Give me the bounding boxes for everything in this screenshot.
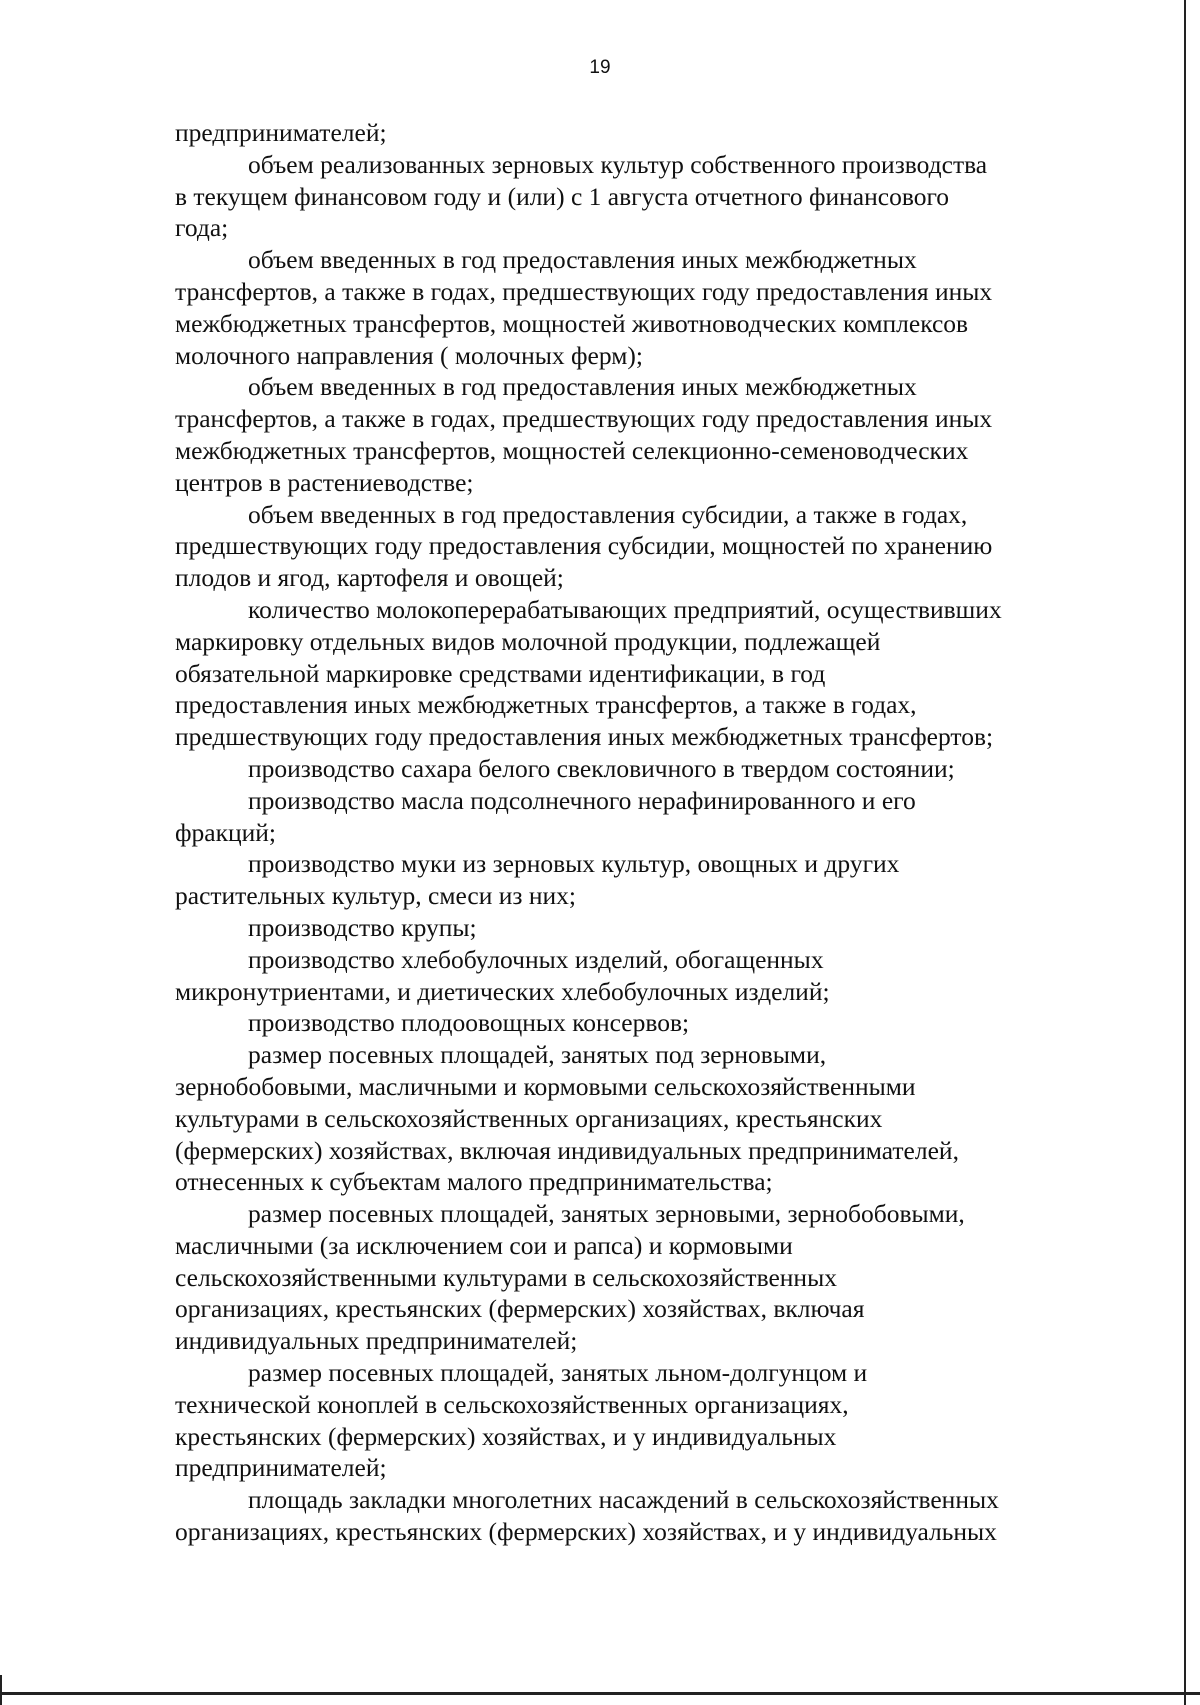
page-bottom-border [0,1692,1200,1695]
paragraph-6: количество молокоперерабатывающих предприятий, осуществивших маркировку отдельных видов молочной продукции, подлежащей обязательной маркировке средствами идентификации, в год предоставления иных межбюджетных трансфертов, а также в годах, предшествующих году предоставления иных межбюджетных трансфертов; [175,594,1002,752]
paragraph-5: объем введенных в год предоставления субсидии, а также в годах, предшествующих году предоставления субсидии, мощностей по хранению плодов и ягод, картофеля и овощей; [175,499,993,593]
paragraph-11: производство хлебобулочных изделий, обогащенных микронутриентами, и диетических хлебобулочных изделий; [175,944,830,1006]
paragraph-16: площадь закладки многолетних насаждений в сельскохозяйственных организациях, крестьянских (фермерских) хозяйствах, и у индивидуальных [175,1485,999,1547]
page-number: 19 [589,57,611,78]
paragraph-1: предпринимателей; [175,118,387,147]
paragraph-15: размер посевных площадей, занятых льном-долгунцом и технической коноплей в сельскохозяйственных организациях, крестьянских (фермерских) хозяйствах, и у индивидуальных предпринимателей; [175,1358,868,1483]
paragraph-7: производство сахара белого свекловичного в твердом состоянии; [248,753,955,783]
paragraph-13: размер посевных площадей, занятых под зерновыми, зернобобовыми, масличными и кормовыми сельскохозяйственными культурами в сельскохозяйственных организациях, крестьянских (фермерских) хозяйствах, включая индивидуальных предпринимателей, отнесенных к субъектам малого предпринимательства; [175,1040,959,1197]
document-body [175,117,1087,1548]
paragraph-8: производство масла подсолнечного нерафинированного и его фракций; [175,785,916,847]
paragraph-12: производство плодоовощных консервов; [248,1008,690,1038]
paragraph-9: производство муки из зерновых культур, овощных и других растительных культур, смеси из них; [175,849,900,911]
paragraph-10: производство крупы; [248,912,477,942]
paragraph-4: объем введенных в год предоставления иных межбюджетных трансфертов, а также в годах, предшествующих году предоставления иных межбюджетных трансфертов, мощностей селекционно-семеноводческих центров в растениеводстве; [175,372,993,497]
paragraph-14: размер посевных площадей, занятых зерновыми, зернобобовыми, масличными (за исключением сои и рапса) и кормовыми сельскохозяйственными культурами в сельскохозяйственных организациях, крестьянских (фермерских) хозяйствах, включая индивидуальных предпринимателей; [175,1199,965,1356]
paragraph-3: объем введенных в год предоставления иных межбюджетных трансфертов, а также в годах, предшествующих году предоставления иных межбюджетных трансфертов, мощностей животноводческих комплексов молочного направления ( молочных ферм); [175,245,993,370]
page-corner-mark [0,1675,2,1705]
page-right-border [1184,0,1186,1705]
paragraph-2: объем реализованных зерновых культур собственного производства в текущем финансовом году и (или) с 1 августа отчетного финансового года; [175,149,988,243]
